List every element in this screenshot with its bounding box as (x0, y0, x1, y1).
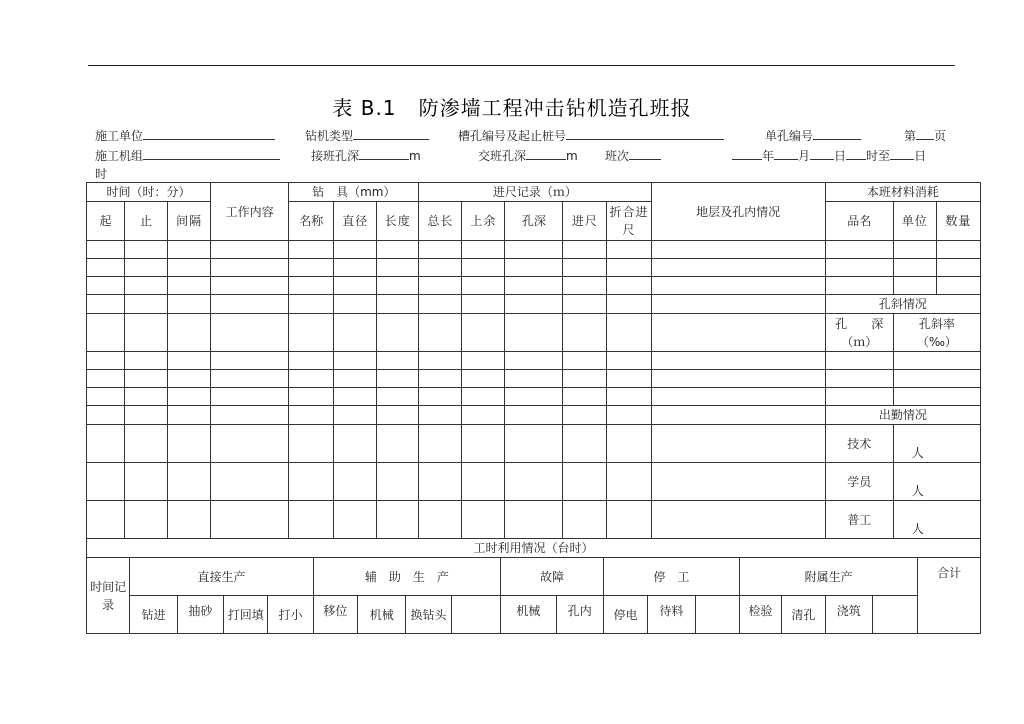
length-header: 长度 (377, 202, 419, 241)
cell[interactable] (505, 406, 563, 425)
table-row (87, 425, 981, 463)
cell[interactable] (893, 241, 936, 259)
cell[interactable] (825, 259, 893, 277)
cell[interactable] (462, 314, 505, 352)
cell[interactable] (462, 352, 505, 370)
attached-blank-cell[interactable] (872, 596, 917, 634)
footage-header: 进尺 (563, 202, 607, 241)
cell[interactable] (377, 314, 419, 352)
cell[interactable] (607, 314, 651, 352)
footage-group-header: 进尺记录（ｍ） (419, 183, 651, 202)
hour-suffix: 时 (95, 167, 108, 181)
cell[interactable] (211, 425, 289, 463)
cell[interactable] (419, 314, 462, 352)
cell[interactable] (377, 352, 419, 370)
utilization-group-row (87, 558, 981, 596)
cell[interactable] (651, 241, 825, 259)
cell[interactable] (462, 425, 505, 463)
cell[interactable] (377, 241, 419, 259)
construction-unit-field[interactable] (95, 127, 275, 144)
cell[interactable] (125, 425, 168, 463)
handover-depth-label: 接班孔深 (311, 149, 360, 163)
incline-depth-cell[interactable] (825, 388, 893, 406)
cell[interactable] (125, 463, 168, 501)
cell[interactable] (377, 277, 419, 295)
utilization-table (86, 538, 981, 634)
cell[interactable] (125, 295, 168, 314)
cell[interactable] (168, 463, 211, 501)
single-hole-no-field[interactable] (765, 127, 861, 144)
end-header: 止 (125, 202, 168, 241)
cell[interactable] (651, 314, 825, 352)
direct-production-header: 直接生产 (130, 558, 313, 596)
cell[interactable] (563, 241, 607, 259)
cell[interactable] (334, 277, 377, 295)
cell[interactable] (87, 259, 125, 277)
cell[interactable] (168, 352, 211, 370)
backfill-header: 打回填 (224, 596, 268, 634)
cell[interactable] (125, 501, 168, 539)
cell[interactable] (563, 501, 607, 539)
cell[interactable] (334, 463, 377, 501)
interval-header: 间隔 (168, 202, 211, 241)
day-blank[interactable] (810, 148, 834, 160)
auxiliary-production-header: 辅 助 生 产 (313, 558, 500, 596)
cell[interactable] (168, 295, 211, 314)
cell[interactable] (87, 463, 125, 501)
page-suffix: 页 (934, 129, 947, 143)
pour-header: 浇筑 (825, 596, 872, 634)
handover-depth-field[interactable] (311, 147, 421, 164)
cell[interactable] (125, 352, 168, 370)
cell[interactable] (168, 277, 211, 295)
cell[interactable] (936, 241, 980, 259)
cell[interactable] (462, 501, 505, 539)
hour-to-label: 时至 (866, 149, 891, 163)
cell[interactable] (419, 370, 462, 388)
unit-header: 单位 (893, 202, 936, 241)
table-row (87, 277, 981, 295)
cell[interactable] (334, 425, 377, 463)
table-row (87, 370, 981, 388)
strata-header: 地层及孔内情况 (651, 183, 825, 241)
total-length-header: 总长 (419, 202, 462, 241)
cell[interactable] (505, 388, 563, 406)
cell[interactable] (505, 370, 563, 388)
cell[interactable] (289, 406, 334, 425)
table-row (87, 259, 981, 277)
utilization-sub-row (87, 596, 981, 634)
cell[interactable] (87, 388, 125, 406)
cell[interactable] (377, 295, 419, 314)
cell[interactable] (168, 314, 211, 352)
cell[interactable] (607, 352, 651, 370)
item-name-header: 品名 (825, 202, 893, 241)
cell[interactable] (125, 406, 168, 425)
cell[interactable] (125, 241, 168, 259)
handoff-depth-unit: m (566, 149, 578, 163)
cell[interactable] (377, 388, 419, 406)
person-unit: 人 (911, 483, 924, 498)
cell[interactable] (211, 241, 289, 259)
mech-fault-header: 机械 (501, 596, 556, 634)
laborer-count[interactable] (893, 501, 980, 539)
cell[interactable] (377, 425, 419, 463)
table-row (87, 295, 981, 314)
cell[interactable] (289, 314, 334, 352)
cell[interactable] (211, 314, 289, 352)
bit-change-header: 换钻头 (406, 596, 451, 634)
crew-label: 施工机组 (95, 149, 144, 163)
hole-depth-header: 孔深 (505, 202, 563, 241)
cell[interactable] (168, 388, 211, 406)
person-unit: 人 (911, 445, 924, 460)
cell[interactable] (334, 295, 377, 314)
clean-hole-header: 清孔 (782, 596, 825, 634)
cell[interactable] (289, 295, 334, 314)
cell[interactable] (825, 277, 893, 295)
cell[interactable] (563, 388, 607, 406)
laborer-label: 普工 (825, 501, 893, 539)
cell[interactable] (419, 501, 462, 539)
cell[interactable] (651, 388, 825, 406)
material-group-header: 本班材料消耗 (825, 183, 980, 202)
handoff-depth-field[interactable] (478, 147, 578, 164)
cell[interactable] (125, 388, 168, 406)
cell[interactable] (563, 277, 607, 295)
cell[interactable] (563, 295, 607, 314)
cell[interactable] (607, 425, 651, 463)
cell[interactable] (211, 406, 289, 425)
tool-group-header: 钻 具（mm） (289, 183, 419, 202)
rig-type-label: 钻机类型 (305, 129, 354, 143)
cell[interactable] (462, 241, 505, 259)
cell[interactable] (168, 370, 211, 388)
cell[interactable] (607, 388, 651, 406)
incline-depth-unit: （ｍ） (841, 334, 878, 349)
cell[interactable] (825, 241, 893, 259)
pumping-header: 抽砂 (177, 596, 223, 634)
cell[interactable] (377, 370, 419, 388)
shift-label: 班次 (605, 149, 630, 163)
cell[interactable] (651, 277, 825, 295)
page-field[interactable] (904, 127, 946, 144)
power-cut-header: 停电 (603, 596, 647, 634)
cell[interactable] (168, 406, 211, 425)
cell[interactable] (211, 277, 289, 295)
cell[interactable] (334, 352, 377, 370)
handoff-depth-label: 交班孔深 (478, 149, 527, 163)
cell[interactable] (419, 388, 462, 406)
incline-rate-header (893, 314, 980, 352)
cell[interactable] (87, 314, 125, 352)
cell[interactable] (607, 277, 651, 295)
cell[interactable] (168, 241, 211, 259)
construction-unit-label: 施工单位 (95, 129, 144, 143)
cell[interactable] (505, 277, 563, 295)
cell[interactable] (289, 352, 334, 370)
cell[interactable] (211, 295, 289, 314)
cell[interactable] (563, 314, 607, 352)
cell[interactable] (334, 241, 377, 259)
cell[interactable] (211, 352, 289, 370)
incline-rate-label: 孔斜率 (918, 316, 955, 331)
cell[interactable] (211, 388, 289, 406)
cell[interactable] (87, 501, 125, 539)
slot-no-blank[interactable] (566, 128, 724, 140)
cell[interactable] (462, 295, 505, 314)
cell[interactable] (505, 259, 563, 277)
cell[interactable] (505, 241, 563, 259)
table-row (87, 388, 981, 406)
in-hole-fault-header: 孔内 (556, 596, 603, 634)
trainee-count[interactable] (893, 463, 980, 501)
cell[interactable] (505, 425, 563, 463)
cell[interactable] (168, 501, 211, 539)
cell[interactable] (607, 241, 651, 259)
start-header: 起 (87, 202, 125, 241)
end-day-label: 日 (914, 149, 927, 163)
main-table (86, 182, 981, 539)
drilling-header: 钻进 (130, 596, 177, 634)
day-label: 日 (834, 149, 847, 163)
table-row (87, 406, 981, 425)
time-group-header: 时间（时：分） (87, 183, 211, 202)
utilization-title-row (87, 539, 981, 558)
year-label: 年 (762, 149, 775, 163)
stop-blank-cell[interactable] (695, 596, 739, 634)
incline-rate-cell[interactable] (893, 370, 980, 388)
cell[interactable] (462, 370, 505, 388)
cell[interactable] (462, 406, 505, 425)
top-rule (88, 65, 955, 66)
month-label: 月 (798, 149, 811, 163)
time-record-header: 时间记录 (87, 558, 130, 634)
incline-rate-cell[interactable] (893, 352, 980, 370)
incline-depth-label: 孔 深 (835, 316, 884, 331)
table-row (87, 352, 981, 370)
remaining-header: 上余 (462, 202, 505, 241)
cell[interactable] (419, 277, 462, 295)
end-day-blank[interactable] (890, 148, 914, 160)
cell[interactable] (419, 241, 462, 259)
person-unit: 人 (911, 521, 924, 536)
cell[interactable] (563, 370, 607, 388)
rig-type-blank[interactable] (353, 128, 429, 140)
cell[interactable] (651, 295, 825, 314)
handoff-depth-blank[interactable] (526, 148, 566, 160)
cell[interactable] (505, 463, 563, 501)
cell[interactable] (936, 277, 980, 295)
cell[interactable] (651, 501, 825, 539)
incline-depth-cell[interactable] (825, 352, 893, 370)
relocate-header: 移位 (313, 596, 357, 634)
trainee-label: 学员 (825, 463, 893, 501)
crew-field[interactable] (95, 147, 280, 164)
cell[interactable] (893, 259, 936, 277)
cell[interactable] (419, 259, 462, 277)
diameter-header: 直径 (334, 202, 377, 241)
incline-rate-cell[interactable] (893, 388, 980, 406)
single-hole-no-blank[interactable] (813, 128, 861, 140)
handover-depth-blank[interactable] (359, 148, 409, 160)
cell[interactable] (289, 463, 334, 501)
slot-no-field[interactable] (458, 127, 724, 144)
cell[interactable] (607, 295, 651, 314)
cell[interactable] (125, 314, 168, 352)
cell[interactable] (168, 425, 211, 463)
cell[interactable] (289, 370, 334, 388)
crew-blank[interactable] (143, 148, 280, 160)
cell[interactable] (505, 314, 563, 352)
cell[interactable] (563, 463, 607, 501)
month-blank[interactable] (774, 148, 798, 160)
total-header: 合计 (918, 558, 981, 634)
cell[interactable] (289, 277, 334, 295)
cell[interactable] (289, 259, 334, 277)
cell[interactable] (211, 370, 289, 388)
technician-count[interactable] (893, 425, 980, 463)
incline-depth-header (825, 314, 893, 352)
attendance-group-header: 出勤情况 (825, 406, 980, 425)
converted-footage-header: 折合进尺 (607, 202, 651, 241)
stoppage-header: 停 工 (603, 558, 739, 596)
cell[interactable] (505, 295, 563, 314)
cell[interactable] (462, 259, 505, 277)
name-header: 名称 (289, 202, 334, 241)
incline-rate-unit: （‰） (916, 334, 957, 349)
cell[interactable] (607, 463, 651, 501)
cell[interactable] (87, 370, 125, 388)
utilization-title: 工时利用情况（台时） (87, 539, 981, 558)
cell[interactable] (462, 277, 505, 295)
cell[interactable] (462, 388, 505, 406)
cell[interactable] (419, 406, 462, 425)
shift-blank[interactable] (629, 148, 661, 160)
cell[interactable] (505, 352, 563, 370)
cell[interactable] (334, 370, 377, 388)
page-prefix: 第 (904, 129, 917, 143)
incline-depth-cell[interactable] (825, 370, 893, 388)
inspection-header: 检验 (739, 596, 781, 634)
cell[interactable] (334, 388, 377, 406)
construction-unit-blank[interactable] (143, 128, 275, 140)
cell[interactable] (289, 388, 334, 406)
cell[interactable] (563, 425, 607, 463)
page-blank[interactable] (916, 128, 934, 140)
cell[interactable] (419, 425, 462, 463)
cell[interactable] (211, 501, 289, 539)
cell[interactable] (419, 352, 462, 370)
cell[interactable] (651, 370, 825, 388)
slot-no-label: 槽孔编号及起止桩号 (458, 129, 567, 143)
cell[interactable] (377, 463, 419, 501)
cell[interactable] (419, 295, 462, 314)
datetime-field[interactable] (732, 147, 926, 164)
cell[interactable] (168, 259, 211, 277)
cell[interactable] (289, 425, 334, 463)
single-hole-no-label: 单孔编号 (765, 129, 814, 143)
cell[interactable] (211, 463, 289, 501)
cell[interactable] (377, 501, 419, 539)
cell[interactable] (125, 259, 168, 277)
attached-production-header: 附属生产 (739, 558, 917, 596)
table-row (87, 241, 981, 259)
cell[interactable] (505, 501, 563, 539)
cell[interactable] (651, 425, 825, 463)
aux-blank-cell[interactable] (451, 596, 500, 634)
cell[interactable] (651, 259, 825, 277)
cell[interactable] (893, 277, 936, 295)
table-row (87, 463, 981, 501)
quantity-header: 数量 (936, 202, 980, 241)
cell[interactable] (651, 406, 825, 425)
cell[interactable] (334, 501, 377, 539)
cell[interactable] (607, 259, 651, 277)
cell[interactable] (377, 406, 419, 425)
technician-label: 技术 (825, 425, 893, 463)
cell[interactable] (87, 352, 125, 370)
handover-depth-unit: m (409, 149, 421, 163)
incline-group-header: 孔斜情况 (825, 295, 980, 314)
cell[interactable] (563, 352, 607, 370)
cell[interactable] (87, 277, 125, 295)
cell[interactable] (334, 314, 377, 352)
rig-type-field[interactable] (305, 127, 429, 144)
cell[interactable] (334, 259, 377, 277)
fault-header: 故障 (501, 558, 604, 596)
cell[interactable] (289, 241, 334, 259)
cell[interactable] (563, 259, 607, 277)
cell[interactable] (651, 352, 825, 370)
cell[interactable] (607, 501, 651, 539)
cell[interactable] (377, 259, 419, 277)
form-title: 表 B.1 防渗墙工程冲击钻机造孔班报 (332, 96, 692, 120)
header-row-1 (87, 183, 981, 202)
cell[interactable] (563, 406, 607, 425)
cell[interactable] (462, 463, 505, 501)
cell[interactable] (419, 463, 462, 501)
hour-blank[interactable] (846, 148, 866, 160)
table-row (87, 314, 981, 352)
shift-field[interactable] (605, 147, 661, 164)
cell[interactable] (125, 277, 168, 295)
cell[interactable] (87, 295, 125, 314)
cell[interactable] (87, 406, 125, 425)
work-content-header: 工作内容 (211, 183, 289, 241)
cell[interactable] (87, 425, 125, 463)
cell[interactable] (289, 501, 334, 539)
cell[interactable] (936, 259, 980, 277)
wait-material-header: 待料 (648, 596, 695, 634)
table-row (87, 501, 981, 539)
cell[interactable] (211, 259, 289, 277)
machine-header: 机械 (358, 596, 406, 634)
small-header: 打小 (268, 596, 313, 634)
cell[interactable] (651, 463, 825, 501)
cell[interactable] (334, 406, 377, 425)
cell[interactable] (607, 370, 651, 388)
cell[interactable] (125, 370, 168, 388)
cell[interactable] (607, 406, 651, 425)
cell[interactable] (87, 241, 125, 259)
year-blank[interactable] (732, 148, 762, 160)
